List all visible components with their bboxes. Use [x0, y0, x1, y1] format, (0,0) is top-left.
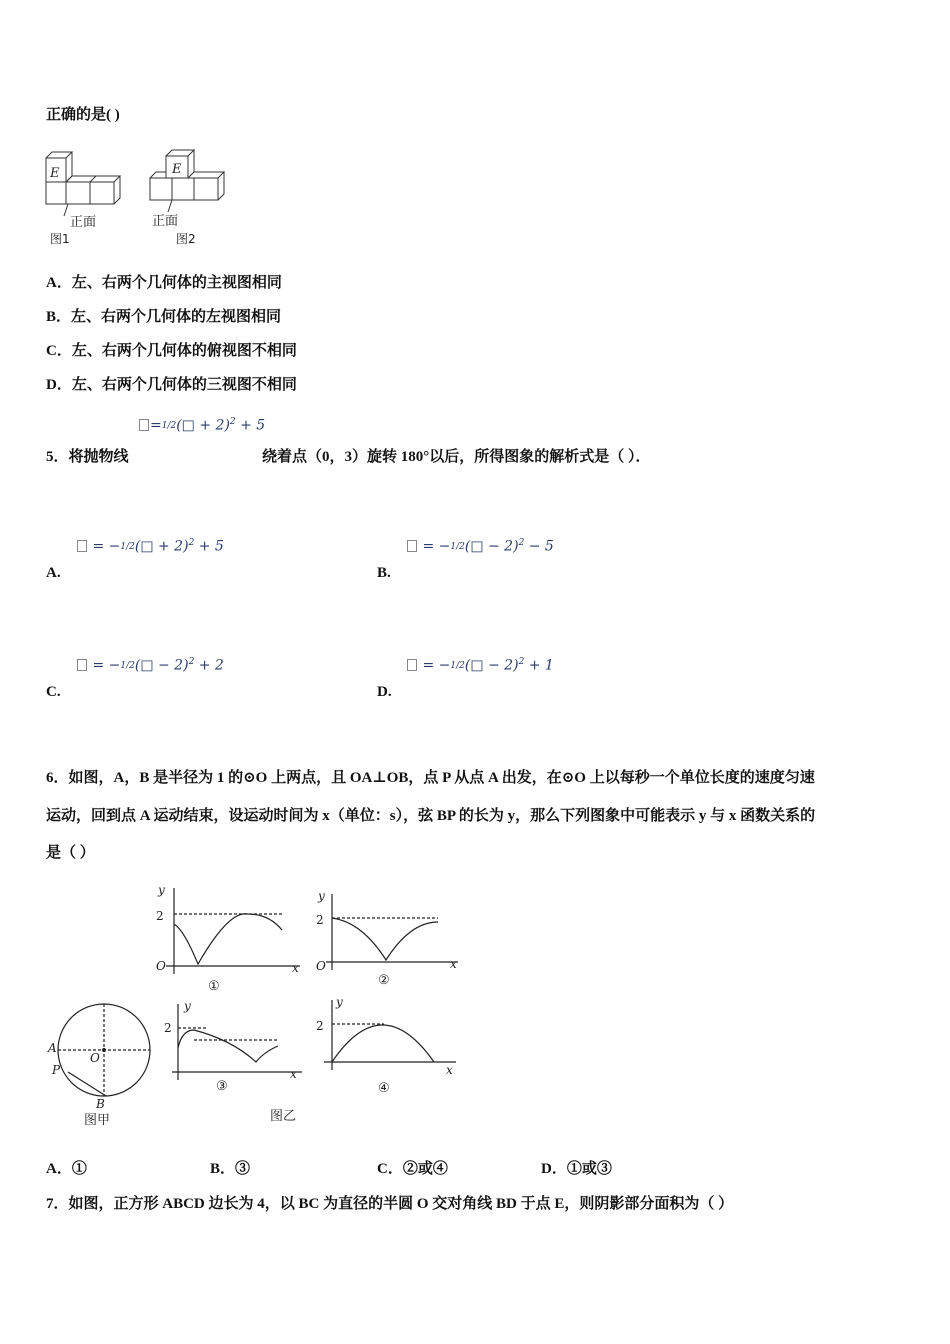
g2-origin: O	[316, 959, 326, 973]
q5-option-a-formula: = −1/2(□ + 2)$^2$ + 5	[76, 538, 224, 555]
circle-pt-o: O	[90, 1051, 100, 1065]
q6-option-a: A．①	[46, 1161, 87, 1177]
g1-label: ①	[208, 979, 220, 994]
g4-tick: 2	[316, 1019, 324, 1033]
fig-b-label: 图乙	[270, 1109, 297, 1124]
q4-face-letter-1: E	[50, 166, 60, 181]
g1-origin: O	[156, 959, 166, 973]
g4-y-label: y	[336, 995, 343, 1009]
g4-label: ④	[378, 1081, 390, 1096]
q5-option-d-letter: D.	[377, 684, 392, 700]
circle-pt-p: P	[52, 1063, 61, 1077]
q4-figure	[44, 146, 230, 248]
q6-line3: 是（ ）	[46, 845, 95, 861]
g1-tick: 2	[156, 909, 164, 923]
g3-tick: 2	[164, 1021, 172, 1035]
q6-option-d: D．①或③	[541, 1161, 612, 1177]
q4-face-letter-2: E	[172, 162, 182, 177]
g2-x-label: x	[450, 957, 457, 971]
q4-option-a: A．左、右两个几何体的主视图相同	[46, 275, 282, 291]
q4-option-c: C．左、右两个几何体的俯视图不相同	[46, 343, 297, 359]
g3-label: ③	[216, 1079, 228, 1094]
q5-number: 5．将抛物线	[46, 449, 129, 465]
q5-stem-formula: =1/2(□ + 2)$^2$ + 5	[138, 417, 265, 434]
q6-figure	[44, 880, 462, 1132]
q6-line2: 运动，回到点 A 运动结束，设运动时间为 x（单位：s），弦 BP 的长为 y，那么下列图象中可能表示 y 与 x 函数关系的	[46, 808, 816, 824]
q4-front-label-2: 正面	[152, 214, 179, 229]
q5-option-b-formula: = −1/2(□ − 2)$^2$ − 5	[406, 538, 554, 555]
q4-fig2-label: 图2	[176, 232, 196, 246]
q5-option-b-letter: B.	[377, 565, 391, 581]
q4-option-d: D．左、右两个几何体的三视图不相同	[46, 377, 297, 393]
fig-a-label: 图甲	[84, 1113, 111, 1128]
q4-option-b: B．左、右两个几何体的左视图相同	[46, 309, 282, 325]
q5-option-d-formula: = −1/2(□ − 2)$^2$ + 1	[406, 657, 554, 674]
q6-option-c: C．②或④	[377, 1161, 448, 1177]
q4-fig1-label: 图1	[50, 232, 70, 246]
q7-stem: 7．如图，正方形 ABCD 边长为 4，以 BC 为直径的半圆 O 交对角线 BD 于点 E，则阴影部分面积为（ ）	[46, 1196, 734, 1212]
q5-stem: 绕着点（0，3）旋转 180°以后，所得图象的解析式是（ ）．	[262, 449, 651, 465]
q5-option-a-letter: A.	[46, 565, 61, 581]
q5-option-c-letter: C.	[46, 684, 61, 700]
q6-line1: 6．如图，A，B 是半径为 1 的⊙O 上两点，且 OA⊥OB，点 P 从点 A 出发，在⊙O 上以每秒一个单位长度的速度匀速	[46, 770, 815, 786]
g3-y-label: y	[184, 999, 191, 1013]
q4-front-label-1: 正面	[70, 215, 97, 230]
q4-stem-tail: 正确的是( )	[46, 107, 120, 123]
q6-option-b: B．③	[210, 1161, 251, 1177]
g1-y-label: y	[158, 883, 165, 897]
g1-x-label: x	[292, 961, 299, 975]
g4-x-label: x	[446, 1063, 453, 1077]
q5-option-c-formula: = −1/2(□ − 2)$^2$ + 2	[76, 657, 224, 674]
circle-pt-a: A	[48, 1041, 57, 1055]
g2-tick: 2	[316, 913, 324, 927]
g2-y-label: y	[318, 889, 325, 903]
g2-label: ②	[378, 973, 390, 988]
circle-pt-b: B	[96, 1097, 105, 1111]
g3-x-label: x	[290, 1067, 297, 1081]
